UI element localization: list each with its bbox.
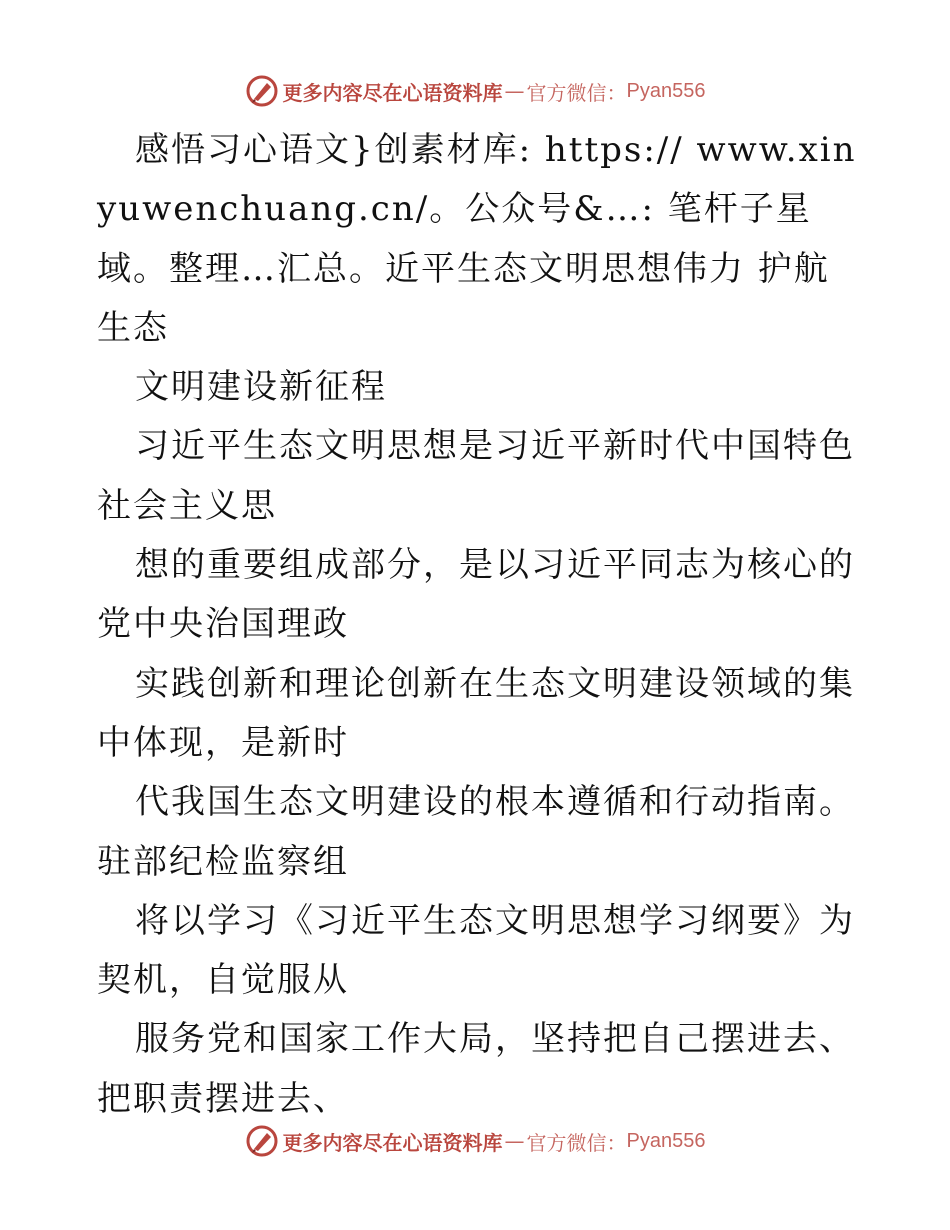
paragraph: 代我国生态文明建设的根本遵循和行动指南。驻部纪检监察组 xyxy=(97,782,855,882)
footer-banner xyxy=(0,1121,950,1161)
banner-brand: 更多内容尽在心语资料库 xyxy=(282,1130,503,1155)
banner-wechat-label: 官方微信： xyxy=(526,80,627,105)
paragraph: 感悟习心语文}创素材库: https:// www.xinyuwenchuang.cn/。公众号&…: 笔杆子星域。整理…汇总。近平生态文明思想伟力 护航生态 xyxy=(97,130,857,348)
banner-wechat-label: 官方微信： xyxy=(526,1130,627,1155)
document-body xyxy=(97,121,857,1129)
paragraph: 将以学习《习近平生态文明思想学习纲要》为契机，自觉服从 xyxy=(97,900,855,1001)
paragraph: 想的重要组成部分，是以习近平同志为核心的党中央治国理政 xyxy=(97,545,855,645)
banner-separator: — xyxy=(504,1129,525,1153)
banner-wechat-id: Pyan556 xyxy=(626,1129,706,1152)
paragraph: 文明建设新征程 xyxy=(135,367,387,408)
pen-logo-icon xyxy=(245,74,279,108)
paragraph: 实践创新和理论创新在生态文明建设领域的集中体现，是新时 xyxy=(97,663,855,763)
banner-wechat-id: Pyan556 xyxy=(626,79,706,102)
header-banner xyxy=(0,71,950,111)
paragraph: 习近平生态文明思想是习近平新时代中国特色社会主义思 xyxy=(97,426,855,526)
banner-brand: 更多内容尽在心语资料库 xyxy=(282,80,503,105)
paragraph: 服务党和国家工作大局，坚持把自己摆进去、把职责摆进去、 xyxy=(97,1019,855,1119)
banner-separator: — xyxy=(504,79,525,103)
pen-logo-icon xyxy=(245,1124,279,1158)
